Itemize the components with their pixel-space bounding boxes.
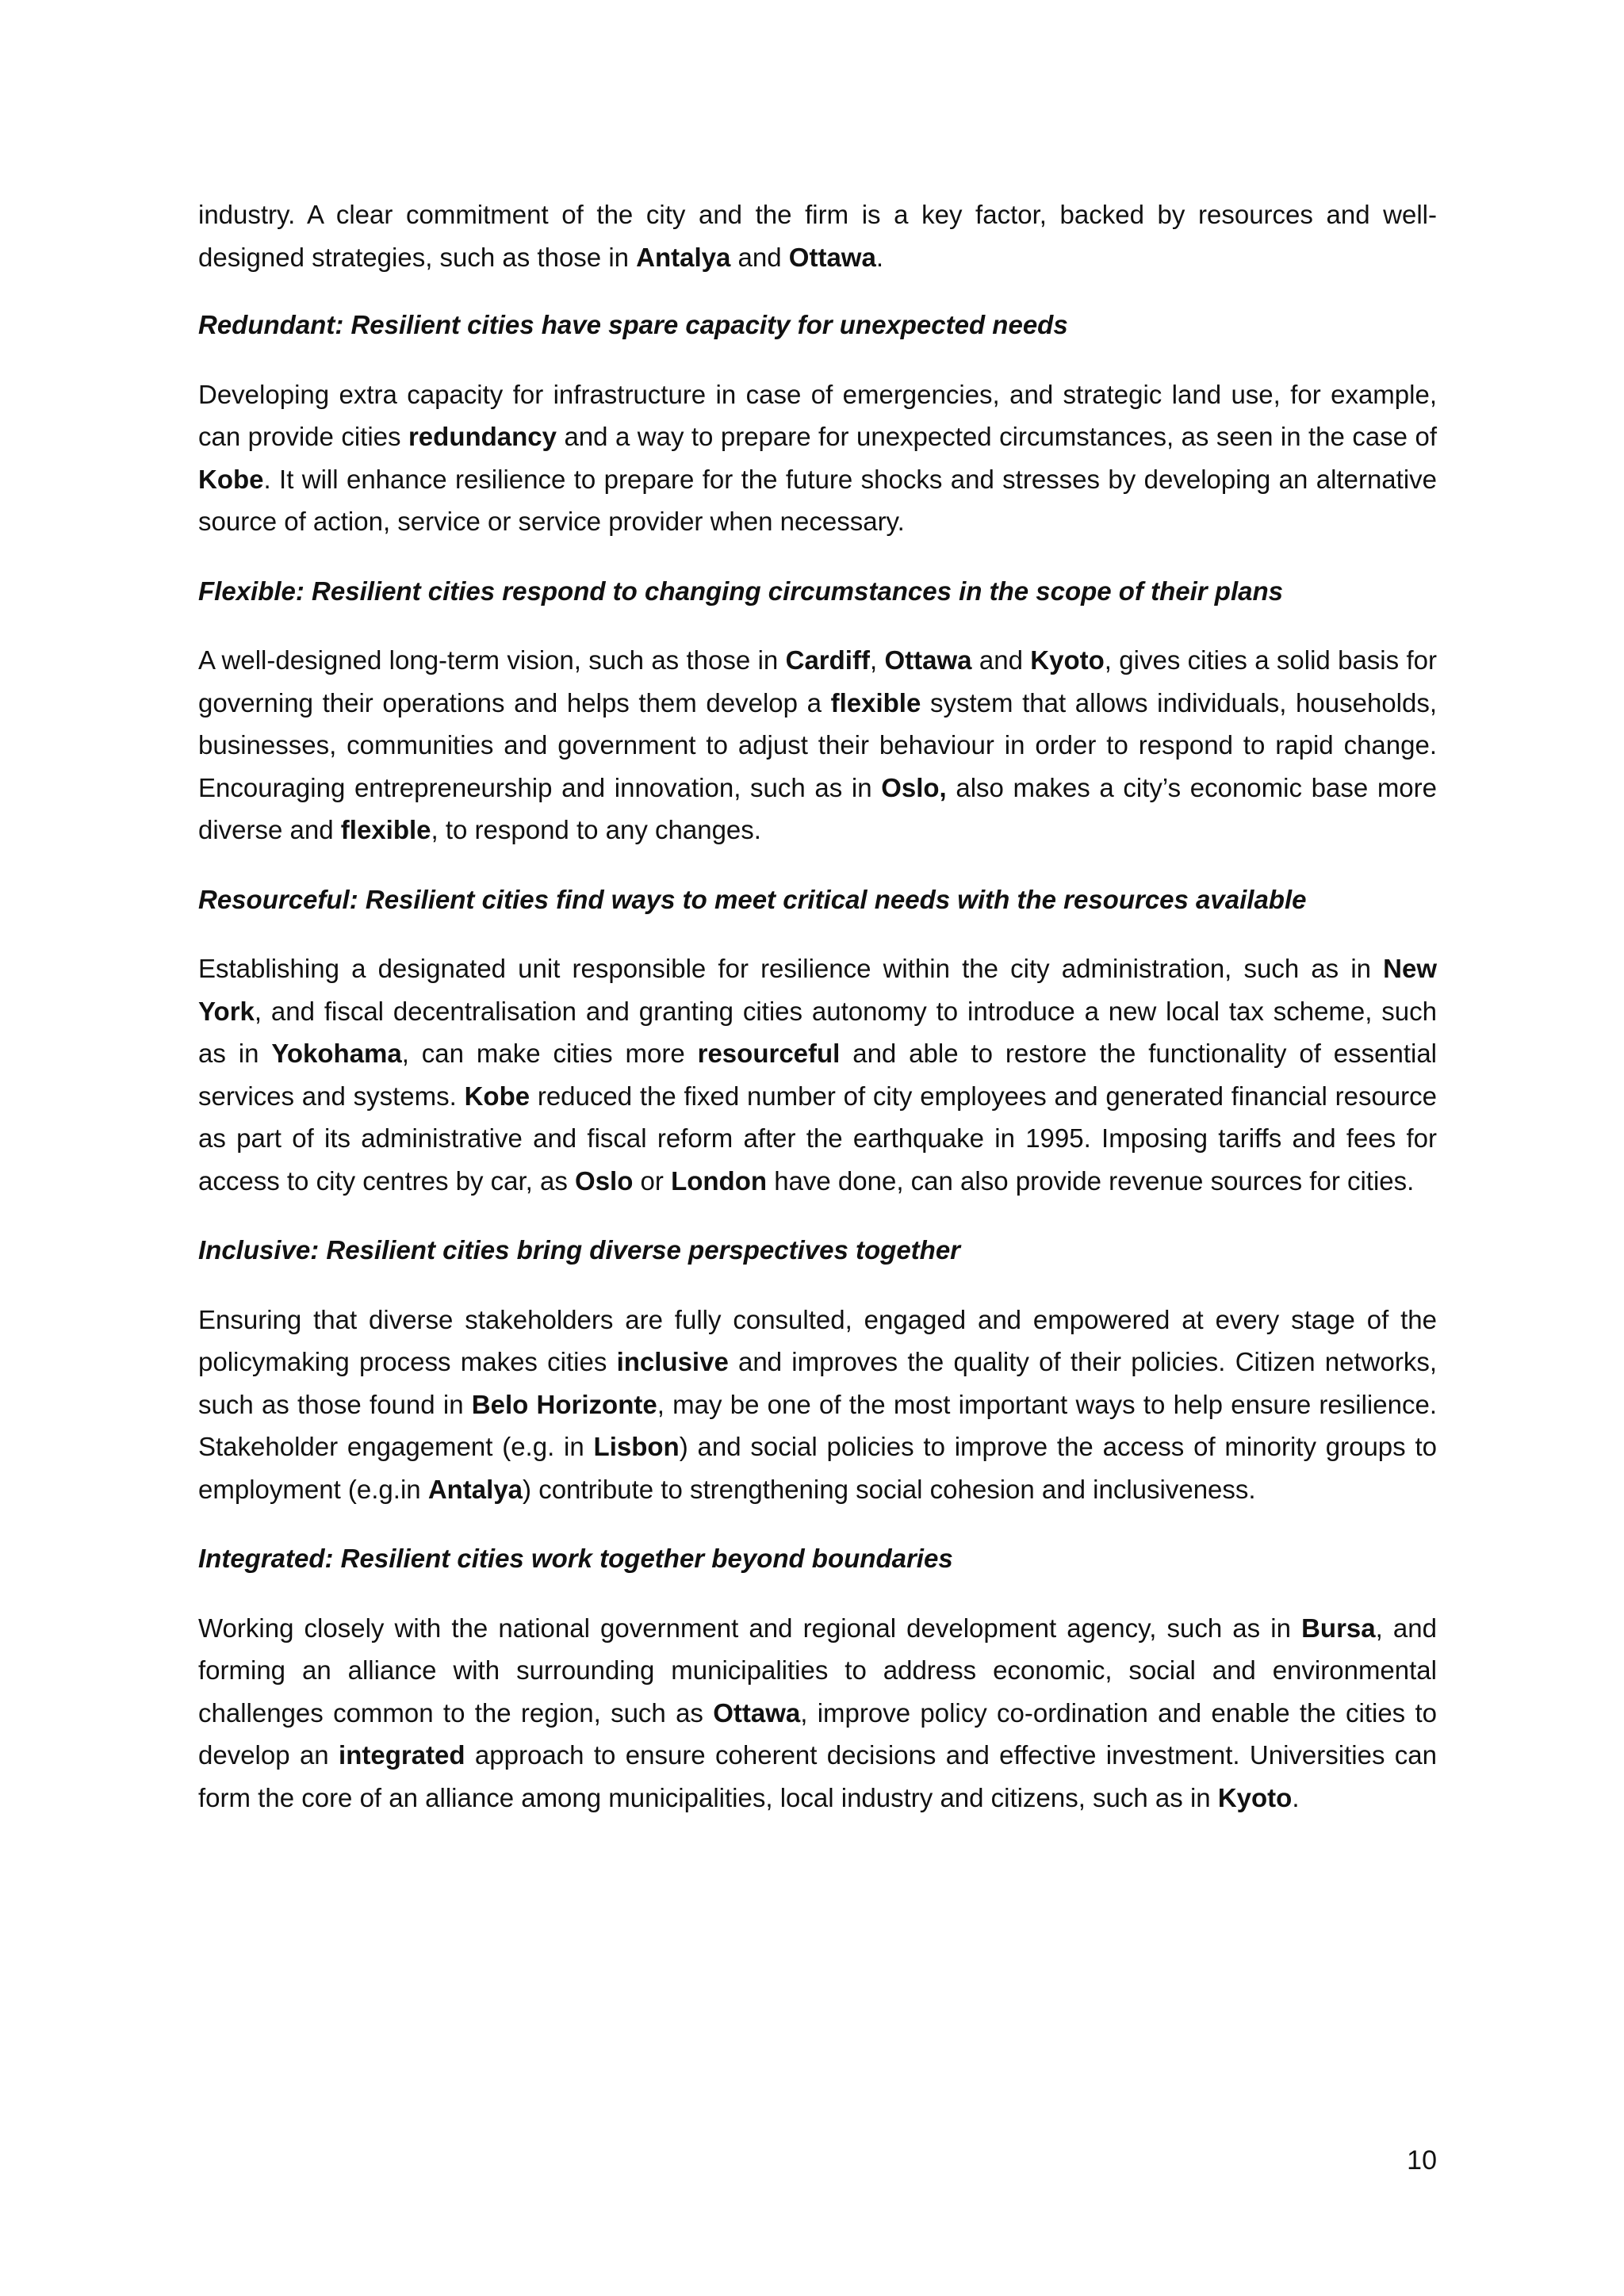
text-run: and (971, 645, 1031, 675)
text-run: Inclusive: Resilient cities bring diverse perspectives together (198, 1235, 961, 1265)
text-run: , gives cities a solid basis for governing their operations and helps them develop a (198, 645, 1437, 718)
heading-redundant (198, 304, 1437, 346)
text-run: have done, can also provide revenue sources for cities. (767, 1165, 1415, 1196)
bold-term: flexible (830, 687, 921, 718)
text-run: reduced the fixed number of city employees and generated financial resource as part of its administrative and fiscal reform after the earthquake in 1995. Imposing tariffs and fees for access to city centres by car, as (198, 1081, 1437, 1196)
bold-term: New York (198, 954, 1437, 1026)
bold-term: redundancy (408, 422, 557, 451)
text-run: , to respond to any changes. (431, 815, 761, 844)
heading-integrated (198, 1537, 1437, 1580)
bold-term: Bursa (1301, 1613, 1376, 1643)
bold-term: Antalya (427, 1474, 523, 1504)
heading-flexible (198, 570, 1437, 613)
paragraph-inclusive (198, 1299, 1437, 1511)
bold-term: Ottawa (713, 1697, 801, 1728)
heading-inclusive (198, 1229, 1437, 1272)
text-run: Working closely with the national government and regional development agency, such as in (198, 1613, 1302, 1643)
bold-term: Kyoto (1030, 645, 1105, 675)
bold-term: Kobe (198, 464, 264, 494)
paragraph-flexible (198, 639, 1437, 851)
text-run: ) contribute to strengthening social cohesion and inclusiveness. (523, 1474, 1256, 1504)
text-run: and able to restore the functionality of essential services and systems. (198, 1039, 1437, 1111)
bold-term: Cardiff (785, 645, 870, 675)
text-run: . It will enhance resilience to prepare for the future shocks and stresses by developing an alternative source of action, service or service provider when necessary. (198, 464, 1437, 536)
text-run: , improve policy co-ordination and enable the cities to develop an (198, 1697, 1437, 1770)
paragraph-integrated (198, 1607, 1437, 1820)
bold-term: Kyoto (1217, 1782, 1293, 1812)
text-run: , (869, 645, 885, 675)
bold-term: integrated (339, 1740, 465, 1770)
text-run: Establishing a designated unit responsible for resilience within the city administration, such as in (198, 954, 1384, 983)
bold-term: Yokohama (271, 1039, 402, 1068)
text-run: Ensuring that diverse stakeholders are fully consulted, engaged and empowered at every stage of the policymaking process makes cities (198, 1304, 1437, 1376)
text-run: industry. A clear commitment of the city and the firm is a key factor, backed by resources and well-designed strategies, such as those in (198, 200, 1437, 272)
bold-term: inclusive (616, 1347, 729, 1376)
paragraph-resourceful (198, 947, 1437, 1202)
text-run: or (633, 1165, 672, 1196)
bold-term: resourceful (697, 1039, 841, 1068)
bold-term: Ottawa (788, 242, 876, 272)
text-run: and improves the quality of their policies. Citizen networks, such as those found in (198, 1347, 1437, 1419)
text-run: Resourceful: Resilient cities find ways to meet critical needs with the resources available (198, 884, 1307, 914)
bold-term: Lisbon (593, 1432, 680, 1461)
text-run: , and fiscal decentralisation and granting cities autonomy to introduce a new local tax scheme, such as in (198, 996, 1437, 1068)
bold-term: Oslo, (881, 772, 947, 802)
text-run: , can make cities more (401, 1039, 698, 1068)
bold-term: flexible (340, 815, 431, 844)
paragraph-redundant (198, 373, 1437, 543)
text-run: , may be one of the most important ways to help ensure resilience. Stakeholder engagement (e.g. in (198, 1389, 1437, 1461)
text-run: and (730, 242, 789, 272)
bold-term: Ottawa (884, 645, 972, 675)
text-run: Flexible: Resilient cities respond to changing circumstances in the scope of their plans (198, 576, 1283, 606)
text-run: Integrated: Resilient cities work together beyond boundaries (198, 1544, 953, 1573)
page-number: 10 (1407, 2145, 1437, 2175)
text-run: ) and social policies to improve the access of minority groups to employment (e.g.in (198, 1432, 1437, 1504)
text-run: . (875, 242, 883, 272)
bold-term: Antalya (636, 242, 731, 272)
heading-resourceful (198, 878, 1437, 921)
text-run: Developing extra capacity for infrastructure in case of emergencies, and strategic land use, for example, can provide cities (198, 379, 1437, 451)
text-run: , and forming an alliance with surrounding municipalities to address economic, social and environmental challenges common to the region, such as (198, 1613, 1437, 1728)
text-run: and a way to prepare for unexpected circumstances, as seen in the case of (557, 422, 1437, 451)
text-run: approach to ensure coherent decisions and effective investment. Universities can form the core of an alliance among municipalities, local industry and citizens, such as in (198, 1740, 1438, 1812)
text-run: Redundant: Resilient cities have spare capacity for unexpected needs (198, 310, 1068, 339)
bold-term: London (671, 1165, 768, 1196)
text-run: system that allows individuals, households, businesses, communities and government to adjust their behaviour in order to respond to rapid change. Encouraging entrepreneurship and innovation, such as in (198, 687, 1437, 802)
text-run: . (1292, 1782, 1300, 1812)
text-run: also makes a city’s economic base more diverse and (198, 772, 1438, 844)
document-page (198, 193, 1437, 1846)
bold-term: Belo Horizonte (471, 1389, 657, 1419)
paragraph-intro-continued (198, 193, 1437, 278)
text-run: A well-designed long-term vision, such as those in (198, 645, 786, 675)
bold-term: Kobe (464, 1081, 530, 1111)
bold-term: Oslo (575, 1165, 634, 1196)
